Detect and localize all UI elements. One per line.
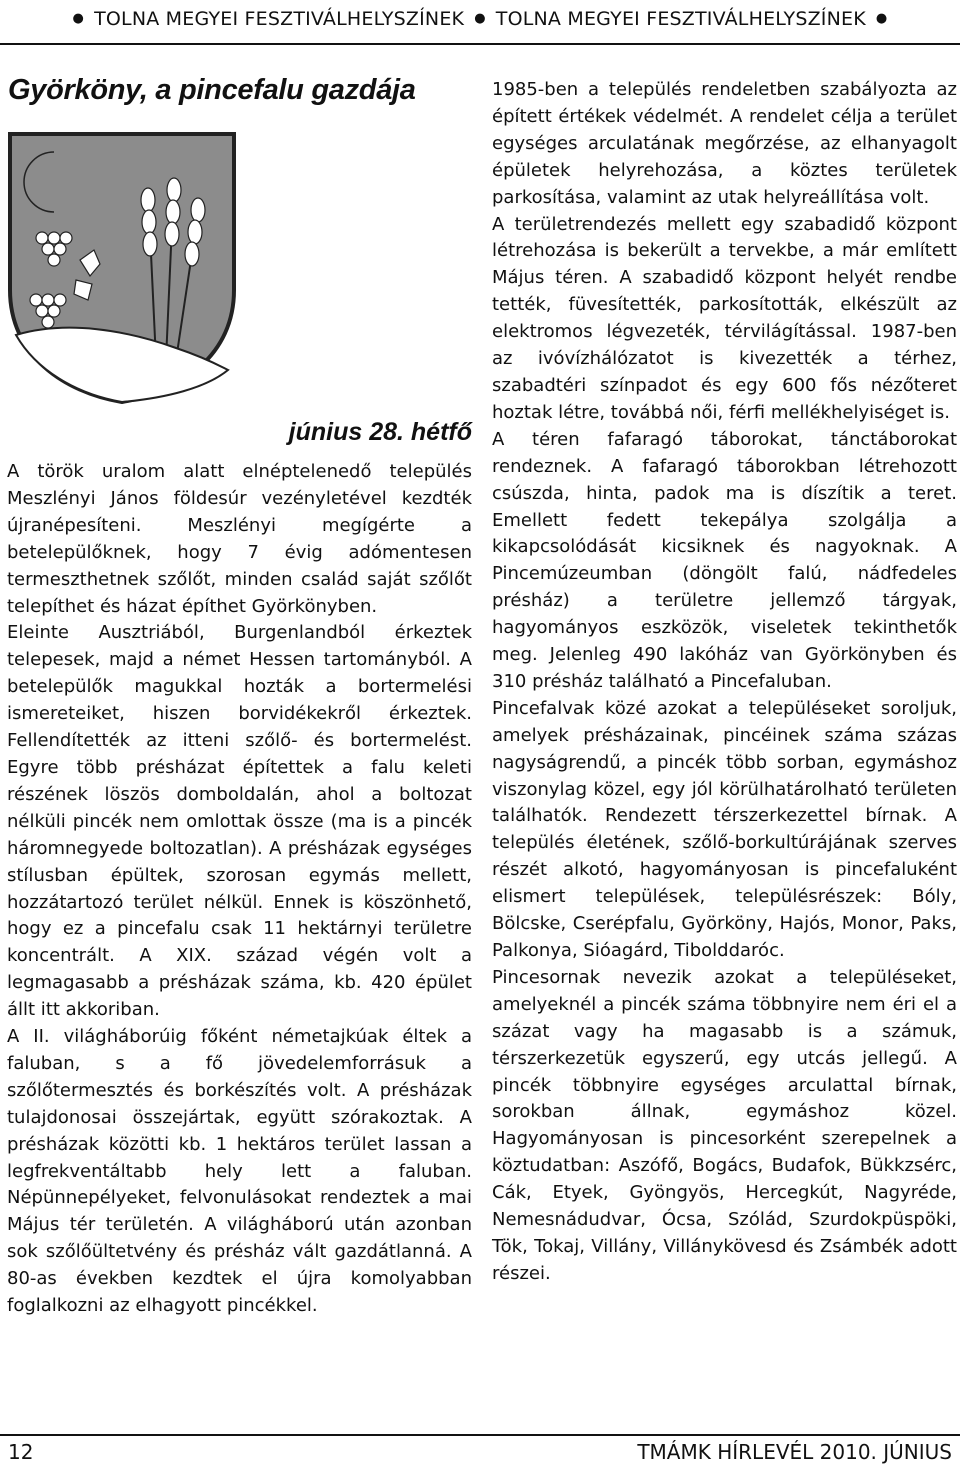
publication-name: TMÁMK HÍRLEVÉL 2010. JÚNIUS bbox=[637, 1440, 952, 1464]
running-title: TOLNA MEGYEI FESZTIVÁLHELYSZÍNEK bbox=[495, 8, 866, 30]
bullet-icon: ● bbox=[875, 10, 888, 26]
paragraph: A területrendezés mellett egy szabadidő központ létrehozása is bekerült a tervekbe, a már említett Május téren. A szabadidő központ helyét rendbe tették, füvesítették, parkosították, elkészült az elektromos légvezeték, térvilágítással. 1987-ben az ivóvízhálózatot is kivezették a térhez, szabadtéri színpadot és egy 600 fős nézőteret hoztak létre, továbbá női, férfi mellékhelyiséget is. bbox=[492, 213, 957, 423]
coat-of-arms-icon bbox=[6, 130, 238, 406]
paragraph: Pincesornak nevezik azokat a településeket, amelyeknél a pincék száma többnyire nem éri el a százat vagy ha magasabb is a számuk, térszerkezetük egyszerű, egy utcás jellegű. A pincék többnyire egységes arculattal bírnak, sorokban állnak, egymáshoz közel. Hagyományosan is pincesorként szerepelnek a köztudatban: Aszófő, Bogács, Budafok, Bükkzsérc, Cák, Etyek, Gyöngyös, Hercegkút, Nagyréde, Nemesnádudvar, Ócsa, Szólád, Szurdokpüspöki, Tök, Tokaj, Villány, Villánykövesd és Zsámbék adott részei. bbox=[492, 966, 957, 1284]
paragraph: A téren fafaragó táborokat, tánctáborokat rendeznek. A fafaragó táborokban létrehozott csúszda, hinta, padok ma is díszítik a teret. Emellett fedett tekepálya szolgálja a kikapcsolódását kicsiknek és nagyoknak. A Pincemúzeumban (döngölt falú, nádfedeles présház) a területre jellemző tárgyak, hagyományos eszközök, viseletek tekinthetők meg. Jelenleg 490 lakóház van Györkönyben és 310 présház található a Pincefaluban. bbox=[492, 428, 957, 692]
bullet-icon: ● bbox=[72, 10, 85, 26]
paragraph: 1985-ben a település rendeletben szabályozta az épített értékek védelmét. A rendelet célja a terület egységes arculatának megőrzése, az elhanyagolt épületek helyrehozása, a köztes területek parkosítása, valamint az utak helyreállítása volt. bbox=[492, 79, 957, 208]
paragraph: A II. világháborúig főként németajkúak éltek a faluban, s a fő jövedelemforrásuk a szőlőtermesztés és borkészítés volt. A présházak tulajdonosai összejártak, együtt szórakoztak. A présházak közötti kb. 1 hektáros terület lassan a legfrekventáltabb hely lett a faluban. Népünnepélyeket, felvonulásokat rendeztek a mai Május tér területén. A világháború után azonban sok szőlőültetvény és présház vált gazdátlanná. A 80-as években kezdtek el újra komolyabban foglalkozni az elhagyott pincékkel. bbox=[7, 1026, 472, 1317]
right-column bbox=[492, 77, 957, 1288]
paragraph: A török uralom alatt elnéptelenedő település Meszlényi János földesúr vezényletével kezdték újranépesíteni. Meszlényi megígérte a betelepülőknek, hogy 7 évig adómentesen termeszthetnek szőlőt, minden család saját szőlőt telepíthet és házat építhet Györkönyben. bbox=[7, 461, 472, 617]
footer-rule bbox=[0, 1434, 960, 1436]
running-title: TOLNA MEGYEI FESZTIVÁLHELYSZÍNEK bbox=[94, 8, 465, 30]
left-column bbox=[7, 459, 472, 1320]
bullet-icon: ● bbox=[474, 10, 486, 26]
paragraph: Pincefalvak közé azokat a településeket soroljuk, amelyek présházainak, pincéinek száma százas nagyságrendű, a pincék több sorban, egymáshoz viszonylag közel, egy jól körülhatárolható területen találhatók. Rendezett térszerkezettel bírnak. A település életének, szőlő-borkultúrájának szerves részét alkotó, hagyományosan is pincefaluként elismert települések, településrészek: Bóly, Bölcske, Cserépfalu, Györköny, Hajós, Monor, Paks, Palkonya, Sióagárd, Tibolddaróc. bbox=[492, 697, 957, 961]
running-header bbox=[0, 0, 960, 38]
header-rule bbox=[0, 43, 960, 45]
paragraph: Eleinte Ausztriából, Burgenlandból érkeztek telepesek, majd a német Hessen tartományból. A betelepülők magukkal hozták a bortermelési ismereteiket, hiszen borvidékekről érkeztek. Fellendítették az itteni szőlő- és bortermelést. Egyre több présházat építettek a falu keleti részének löszös domboldalán, ahol a boltozat nélküli pincék nem omlottak össze (ma is a pincék háromnegyede boltozatlan). A présházak egységes stílusban épültek, szorosan egymás mellett, hozzátartozó terület nélkül. Ennek is köszönhető, hogy ez a pincefalu csak 11 hektárnyi területre koncentrált. A XIX. század végén volt a legmagasabb a présházak száma, kb. 420 épület állt itt akkoriban. bbox=[7, 622, 472, 1021]
article-title: Györköny, a pincefalu gazdája bbox=[8, 74, 416, 106]
event-date: június 28. hétfő bbox=[288, 418, 472, 446]
page-number: 12 bbox=[8, 1440, 34, 1464]
